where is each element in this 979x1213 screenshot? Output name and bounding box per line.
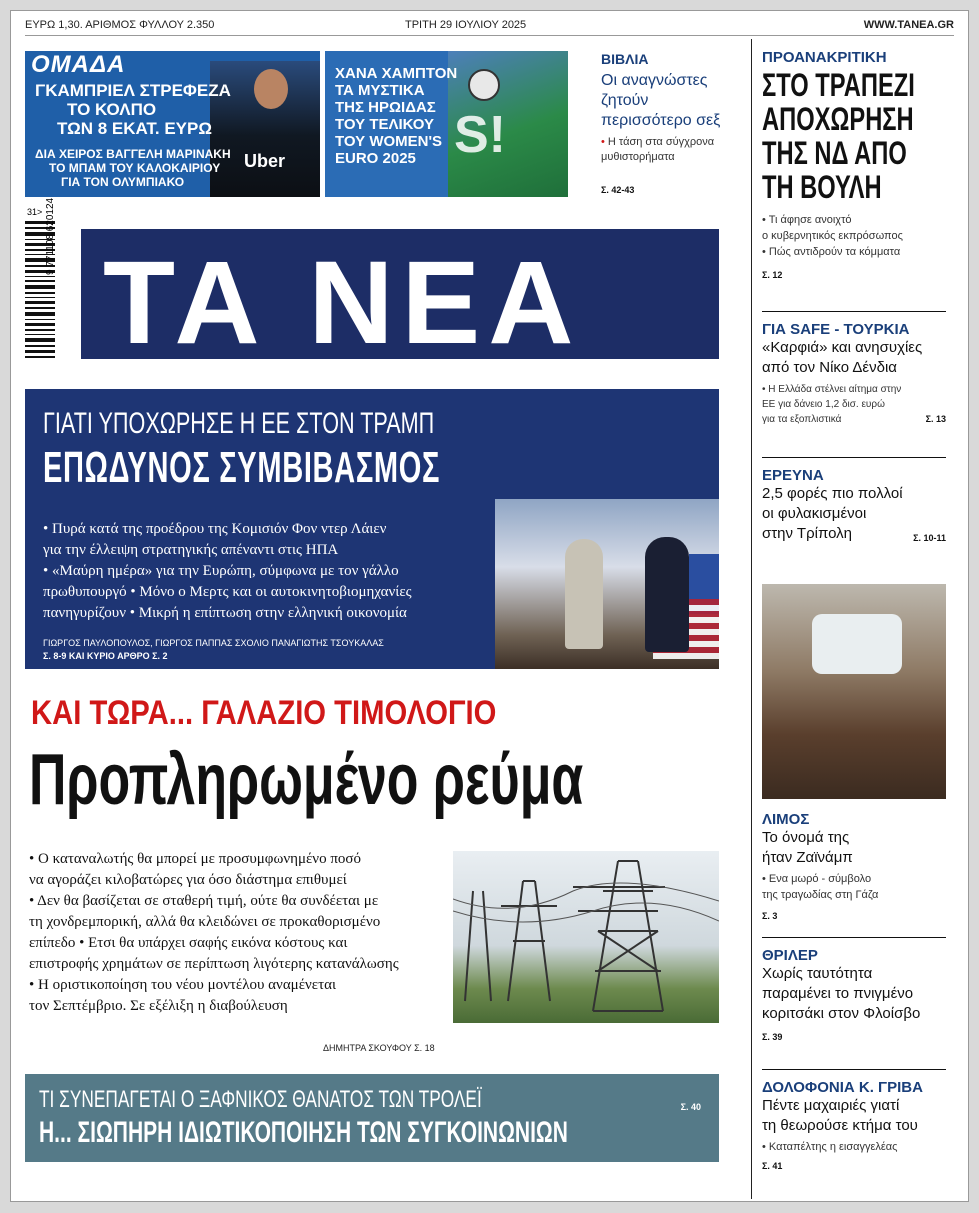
right-block-research[interactable]	[762, 467, 946, 548]
inquiry-headline: ΣΤΟ ΤΡΑΠΕΖΙ ΑΠΟΧΩΡΗΣΗ ΤΗΣ ΝΔ ΑΠΟ ΤΗ ΒΟΥΛΗ	[762, 67, 915, 205]
banner-headline: Η... ΣΙΩΠΗΡΗ ΙΔΙΩΤΙΚΟΠΟΙΗΣΗ ΤΩΝ ΣΥΓΚΟΙΝΩΝΙΩΝ	[39, 1116, 568, 1149]
books-page: Σ. 42-43	[601, 185, 635, 195]
lead-story[interactable]	[25, 389, 719, 669]
divider	[762, 937, 946, 938]
murder-page: Σ. 41	[762, 1161, 783, 1171]
safe-deck: «Καρφιά» και ανησυχίες από τον Νίκο Δένδια	[762, 339, 923, 376]
murder-deck: Πέντε μαχαιριές γιατί τη θεωρούσε κτήμα του	[762, 1097, 918, 1134]
barcode-number: 9 771108 620124	[45, 197, 56, 275]
right-block-safe[interactable]	[762, 321, 946, 427]
divider	[762, 1069, 946, 1070]
right-block-murder[interactable]	[762, 1079, 946, 1171]
books-deck: Οι αναγνώστες ζητούν περισσότερο σεξ	[601, 72, 721, 129]
famine-photo	[762, 584, 946, 799]
s-magazine-badge: S!	[454, 106, 506, 164]
issue-date: ΤΡΙΤΗ 29 ΙΟΥΛΙΟΥ 2025	[405, 19, 527, 31]
right-block-famine[interactable]	[762, 811, 946, 921]
goalkeeper-photo	[448, 51, 568, 197]
football-icon	[468, 69, 500, 101]
person-left	[565, 539, 603, 649]
books-kicker: ΒΙΒΛΙΑ	[601, 51, 649, 67]
story2-kicker: ΚΑΙ ΤΩΡΑ... ΓΑΛΑΖΙΟ ΤΙΜΟΛΟΓΙΟ	[31, 694, 497, 732]
safe-bullets: • Η Ελλάδα στέλνει αίτημα στην ΕΕ για δάνειο 1,2 δισ. ευρώ για τα εξοπλιστικά Σ. 13	[762, 384, 946, 425]
diaper-shape	[812, 614, 902, 674]
inquiry-kicker: ΠΡΟΑΝΑΚΡΙΤΙΚΗ	[762, 49, 887, 66]
promo-omada[interactable]	[25, 51, 320, 197]
trolley-banner[interactable]	[25, 1074, 719, 1162]
story2-byline: ΔΗΜΗΤΡΑ ΣΚΟΥΦΟΥ Σ. 18	[323, 1043, 435, 1053]
research-deck: 2,5 φορές πιο πολλοί οι φυλακισμένοι στην Τρίπολη Σ. 10-11	[762, 485, 946, 543]
shirt-sponsor: Uber	[244, 151, 286, 171]
books-bullet: • Η τάση στα σύγχρονα μυθιστορήματα	[601, 136, 715, 163]
famine-kicker: ΛΙΜΟΣ	[762, 811, 810, 828]
promo-omada-sub: ΔΙΑ ΧΕΙΡΟΣ ΒΑΓΓΕΛΗ ΜΑΡΙΝΑΚΗ ΤΟ ΜΠΑΜ ΤΟΥ ΚΑΛΟΚΑΙΡΙΟΥ ΓΙΑ ΤΟΝ ΟΛΥΜΠΙΑΚΟ	[35, 147, 231, 189]
masthead[interactable]	[81, 229, 719, 369]
summit-photo	[495, 499, 719, 669]
front-page	[10, 10, 969, 1202]
lead-headline: ΕΠΩΔΥΝΟΣ ΣΥΜΒΙΒΑΣΜΟΣ	[43, 443, 441, 492]
divider	[762, 311, 946, 312]
website[interactable]: WWW.TANEA.GR	[863, 19, 954, 31]
books-teaser[interactable]	[601, 51, 736, 195]
banner-page: Σ. 40	[680, 1102, 701, 1112]
newspaper-title: ΤΑ ΝΕΑ	[103, 237, 582, 369]
thriller-page: Σ. 39	[762, 1032, 783, 1042]
pylon-icon	[453, 851, 719, 1023]
person-right	[645, 537, 689, 652]
thriller-kicker: ΘΡΙΛΕΡ	[762, 947, 818, 964]
murder-bullets: • Καταπέλτης η εισαγγελέας	[762, 1141, 898, 1153]
famine-bullets: • Ενα μωρό - σύμβολο της τραγωδίας στη Γάζα	[762, 873, 879, 901]
inquiry-page: Σ. 12	[762, 270, 783, 280]
thriller-deck: Χωρίς ταυτότητα παραμένει το πνιγμένο κοριτσάκι στον Φλοίσβο	[762, 965, 921, 1022]
murder-kicker: ΔΟΛΟΦΟΝΙΑ Κ. ΓΡΙΒΑ	[762, 1079, 923, 1096]
banner-kicker: ΤΙ ΣΥΝΕΠΑΓΕΤΑΙ Ο ΞΑΦΝΙΚΟΣ ΘΑΝΑΤΟΣ ΤΩΝ ΤΡΟΛΕΪ	[39, 1086, 482, 1113]
famine-page: Σ. 3	[762, 911, 778, 921]
omada-tag: ΟΜΑΔΑ	[31, 51, 126, 78]
inquiry-bullets: • Τι άφησε ανοιχτό ο κυβερνητικός εκπρόσωπος • Πώς αντιδρούν τα κόμματα	[762, 214, 903, 258]
safe-kicker: ΓΙΑ SAFE - ΤΟΥΡΚΙΑ	[762, 321, 910, 338]
player-head	[254, 69, 288, 109]
right-block-inquiry[interactable]	[762, 49, 946, 280]
price-issue: ΕΥΡΩ 1,30. ΑΡΙΘΜΟΣ ΦΥΛΛΟΥ 2.350	[25, 19, 215, 31]
story2-body: • Ο καταναλωτής θα μπορεί με προσυμφωνημένο ποσό να αγοράζει κιλοβατώρες για όσο διάστημα επιθυμεί • Δεν θα βασίζεται σε σταθερή τιμή, ούτε θα συνδέεται με τη χονδρεμπορική, αλλά θα κλειδώνει σε προκαθορισμένο επίπεδο • Ετσι θα υπάρχει σαφής εικόνα κόστους και επιστροφής χρημάτων σε περίπτωση λιγότερης κατανάλωσης • Η οριστικοποίηση του νέου μοντέλου αναμένεται τον Σεπτέμβριο. Σε εξέλιξη η διαβούλευση	[29, 851, 399, 1014]
lead-bullets: • Πυρά κατά της προέδρου της Κομισιόν Φον ντερ Λάιεν για την έλλειψη στρατηγικής απέναντι στις ΗΠΑ • «Μαύρη ημέρα» για την Ευρώπη, σύμφωνα με τον γάλλο πρωθυπουργό • Μόνο ο Μερτς και οι αυτοκινητοβιομηχανίες πανηγυρίζουν • Μικρή η επίπτωση στην ελληνική οικονομία	[43, 521, 412, 621]
lead-credits: ΓΙΩΡΓΟΣ ΠΑΥΛΟΠΟΥΛΟΣ, ΓΙΩΡΓΟΣ ΠΑΠΠΑΣ ΣΧΟΛΙΟ ΠΑΝΑΓΙΩΤΗΣ ΤΣΟΥΚΑΛΑΣ Σ. 8-9 ΚΑΙ ΚΥΡΙΟ ΑΡΘΡΟ Σ. 2	[43, 638, 384, 661]
lead-kicker: ΓΙΑΤΙ ΥΠΟΧΩΡΗΣΕ Η ΕΕ ΣΤΟΝ ΤΡΑΜΠ	[43, 407, 435, 440]
promo-womens-euro[interactable]	[325, 51, 568, 197]
divider	[762, 457, 946, 458]
top-info-strip	[25, 17, 954, 36]
power-pylons-photo	[453, 851, 719, 1023]
famine-deck: Το όνομά της ήταν Ζαϊνάμπ	[762, 829, 853, 866]
promo-omada-title: ΓΚΑΜΠΡΙΕΛ ΣΤΡΕΦΕΖΑ ΤΟ ΚΟΛΠΟ ΤΩΝ 8 ΕΚΑΤ. ΕΥΡΩ	[35, 81, 231, 138]
research-kicker: ΕΡΕΥΝΑ	[762, 467, 824, 484]
promo-women-title: ΧΑΝΑ ΧΑΜΠΤΟΝ ΤΑ ΜΥΣΤΙΚΑ ΤΗΣ ΗΡΩΙΔΑΣ ΤΟΥ ΤΕΛΙΚΟΥ ΤΟΥ WOMEN'S EURO 2025	[335, 65, 458, 167]
barcode-top: 31>	[27, 207, 43, 217]
story2-headline[interactable]: Προπληρωμένο ρεύμα	[29, 740, 584, 820]
right-column	[751, 39, 964, 1199]
right-block-thriller[interactable]	[762, 947, 946, 1042]
